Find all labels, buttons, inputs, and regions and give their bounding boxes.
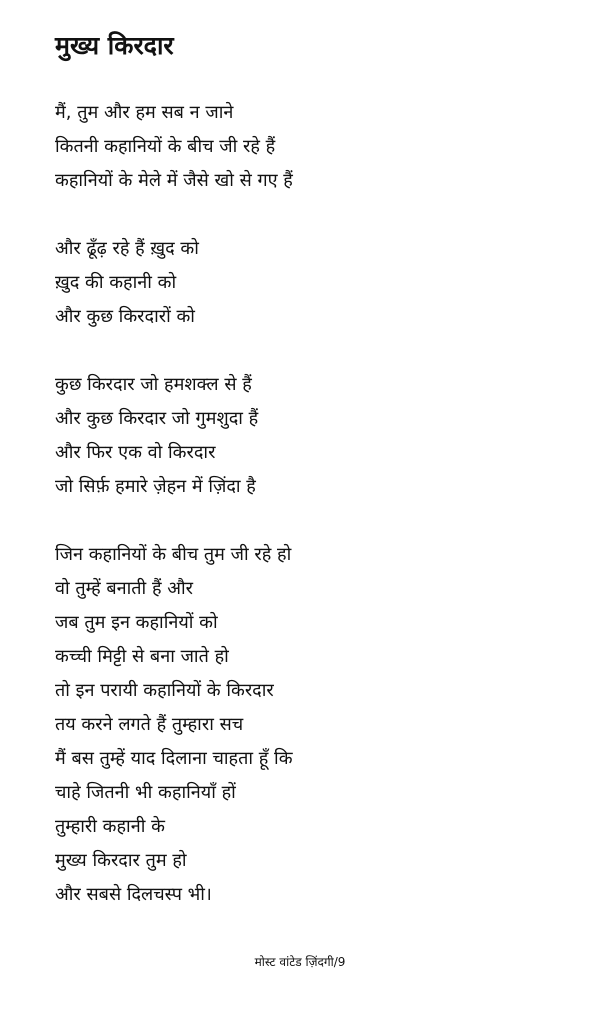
page-footer: मोस्ट वांटेड ज़िंदगी/9 xyxy=(254,955,346,969)
stanza-2 xyxy=(55,232,575,334)
poem-line: कच्ची मिट्टी से बना जाते हो xyxy=(55,646,229,667)
poem-line: कहानियों के मेले में जैसे खो से गए हैं xyxy=(55,170,293,191)
poem-line: जब तुम इन कहानियों को xyxy=(55,612,218,633)
stanza-1 xyxy=(55,96,575,198)
poem-line: मुख्य किरदार तुम हो xyxy=(55,850,187,871)
poem-line: मैं, तुम और हम सब न जाने xyxy=(55,102,234,123)
stanza-3 xyxy=(55,368,575,504)
poem-line: वो तुम्हें बनाती हैं और xyxy=(55,578,193,599)
poem-line: जिन कहानियों के बीच तुम जी रहे हो xyxy=(55,544,292,565)
poem-line: और कुछ किरदारों को xyxy=(55,306,195,327)
poem-line: कुछ किरदार जो हमशक्ल से हैं xyxy=(55,374,252,395)
poem-line: ख़ुद की कहानी को xyxy=(55,272,177,293)
poem-line: चाहे जितनी भी कहानियाँ हों xyxy=(55,782,236,803)
poem-line: तय करने लगते हैं तुम्हारा सच xyxy=(55,714,244,735)
poem-line: और फिर एक वो किरदार xyxy=(55,442,216,463)
poem-line: तुम्हारी कहानी के xyxy=(55,816,165,837)
poem-line: जो सिर्फ़ हमारे ज़ेहन में ज़िंदा है xyxy=(55,476,256,497)
poem-line: कितनी कहानियों के बीच जी रहे हैं xyxy=(55,136,276,157)
poem-line: और कुछ किरदार जो गुमशुदा हैं xyxy=(55,408,259,429)
poem-title: मुख्य किरदार xyxy=(55,31,174,60)
poem-line: और ढूँढ़ रहे हैं ख़ुद को xyxy=(55,238,199,259)
poem-body xyxy=(55,96,575,946)
stanza-4 xyxy=(55,538,575,912)
poem-line: मैं बस तुम्हें याद दिलाना चाहता हूँ कि xyxy=(55,748,293,769)
poem-line: और सबसे दिलचस्प भी। xyxy=(55,884,212,905)
poem-line: तो इन परायी कहानियों के किरदार xyxy=(55,680,274,701)
